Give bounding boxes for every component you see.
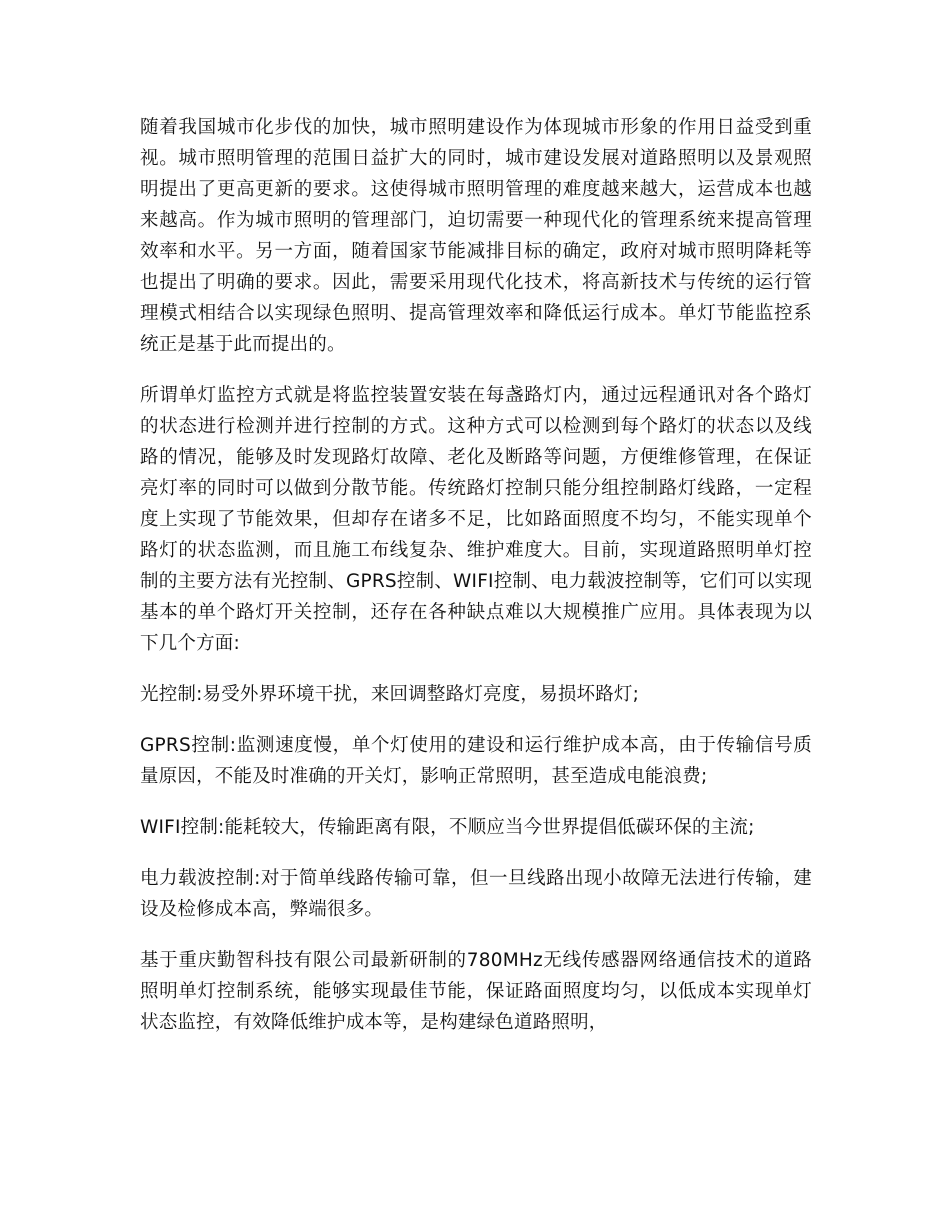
paragraph-power-carrier-control: 电力载波控制:对于简单线路传输可靠，但一旦线路出现小故障无法进行传输，建设及检修成本高，弊端很多。: [140, 868, 812, 920]
document-body: [140, 112, 812, 1058]
paragraph-single-lamp-monitoring: 所谓单灯监控方式就是将监控装置安装在每盏路灯内，通过远程通讯对各个路灯的状态进行检测并进行控制的方式。这种方式可以检测到每个路灯的状态以及线路的情况，能够及时发现路灯故障、老化及断路等问题，方便维修管理，在保证亮灯率的同时可以做到分散节能。传统路灯控制只能分组控制路灯线路，一定程度上实现了节能效果，但却存在诸多不足，比如路面照度不均匀，不能实现单个路灯的状态监测，而且施工布线复杂、维护难度大。目前，实现道路照明单灯控制的主要方法有光控制、GPRS控制、WIFI控制、电力载波控制等，它们可以实现基本的单个路灯开关控制，还存在各种缺点难以大规模推广应用。具体表现为以下几个方面:: [140, 385, 812, 654]
paragraph-gprs-control: GPRS控制:监测速度慢，单个灯使用的建设和运行维护成本高，由于传输信号质量原因，不能及时准确的开关灯，影响正常照明，甚至造成电能浪费;: [140, 735, 812, 787]
paragraph-780mhz-system: 基于重庆勤智科技有限公司最新研制的780MHz无线传感器网络通信技术的道路照明单灯控制系统，能够实现最佳节能，保证路面照度均匀，以低成本实现单灯状态监控，有效降低维护成本等，是构建绿色道路照明，: [140, 950, 812, 1033]
paragraph-intro: 随着我国城市化步伐的加快，城市照明建设作为体现城市形象的作用日益受到重视。城市照明管理的范围日益扩大的同时，城市建设发展对道路照明以及景观照明提出了更高更新的要求。这使得城市照明管理的难度越来越大，运营成本也越来越高。作为城市照明的管理部门，迫切需要一种现代化的管理系统来提高管理效率和水平。另一方面，随着国家节能减排目标的确定，政府对城市照明降耗等也提出了明确的要求。因此，需要采用现代化技术，将高新技术与传统的运行管理模式相结合以实现绿色照明、提高管理效率和降低运行成本。单灯节能监控系统正是基于此而提出的。: [140, 117, 812, 355]
paragraph-light-control: 光控制:易受外界环境干扰，来回调整路灯亮度，易损坏路灯;: [140, 684, 640, 705]
paragraph-wifi-control: WIFI控制:能耗较大，传输距离有限，不顺应当今世界提倡低碳环保的主流;: [140, 817, 755, 838]
